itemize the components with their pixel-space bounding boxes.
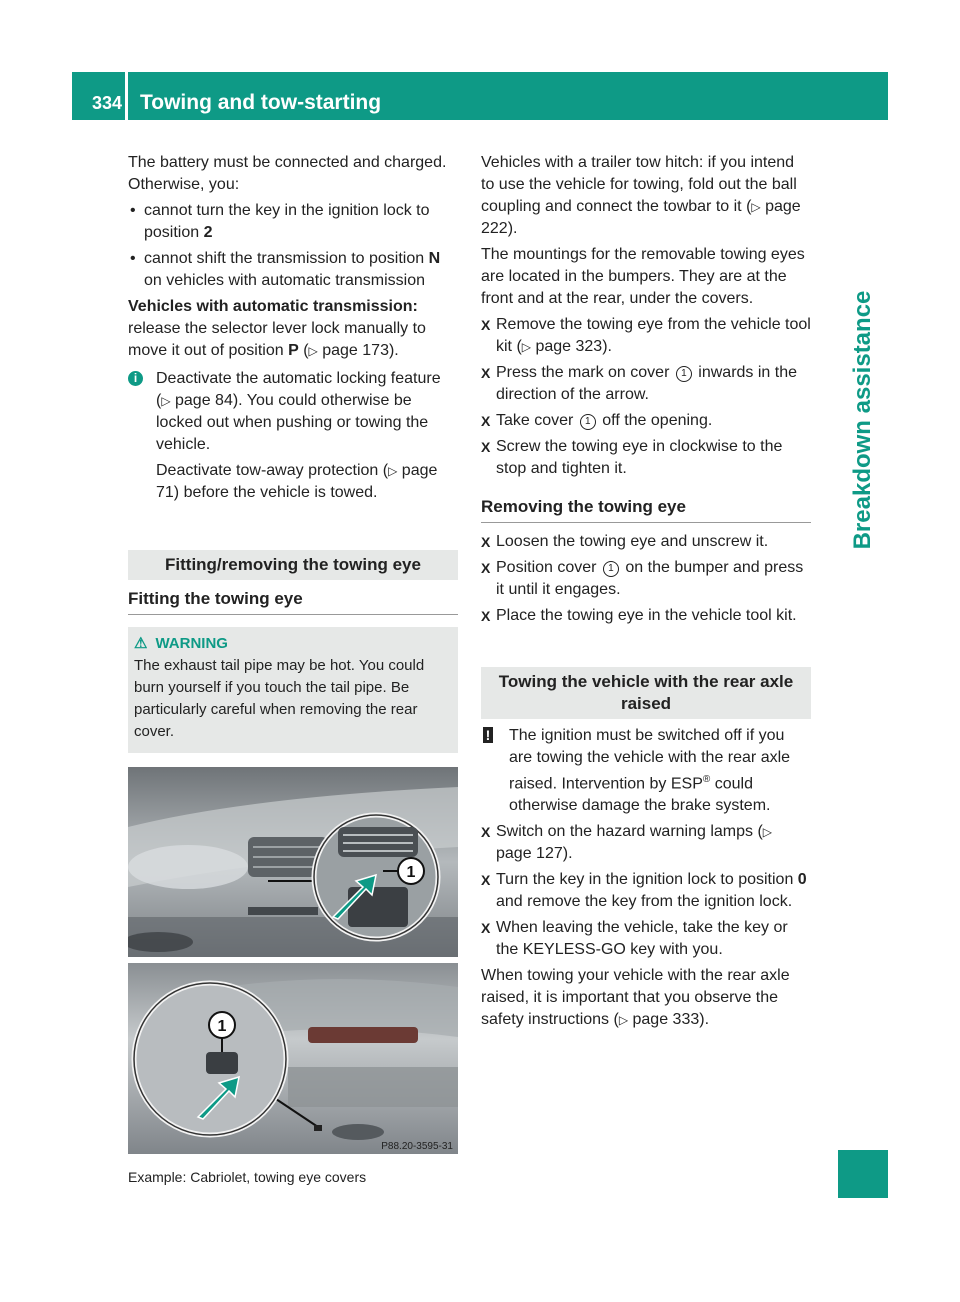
- step-text: Turn the key in the ignition lock to position: [496, 871, 798, 889]
- step-arrow-icon: X: [481, 439, 491, 455]
- list-item: [481, 557, 811, 601]
- page-ref-link[interactable]: page 173).: [317, 342, 399, 359]
- page-ref-icon: ▷: [751, 200, 761, 214]
- car-illustration: [128, 767, 458, 1154]
- side-tab-text: Breakdown assistance: [849, 290, 876, 550]
- figure-caption: Example: Cabriolet, towing eye covers: [128, 1169, 367, 1185]
- section-heading: Fitting/removing the towing eye: [128, 550, 458, 580]
- cover-ref-icon: 1: [603, 561, 619, 577]
- caution-note: [481, 725, 811, 817]
- list-item: [481, 917, 811, 961]
- exclamation-icon: !: [483, 727, 493, 743]
- page-ref-icon: ▷: [762, 825, 773, 840]
- list-item: [481, 821, 811, 865]
- page-ref-link[interactable]: page 127).: [496, 845, 573, 863]
- list-item: [481, 436, 811, 480]
- section-heading-rear: Towing the vehicle with the rear axle raised: [481, 667, 811, 719]
- step-text: Position cover: [496, 559, 601, 576]
- figure-code: P88.20-3595-31: [381, 1141, 453, 1152]
- info-note: [128, 368, 458, 504]
- step-text: Loosen the towing eye and unscrew it.: [496, 533, 769, 550]
- step-arrow-icon: X: [481, 920, 491, 937]
- registered-mark: ®: [702, 774, 711, 785]
- page-ref-link[interactable]: page 333).: [628, 1011, 710, 1029]
- towing-eye-figure: [128, 767, 458, 1154]
- warning-text: The exhaust tail pipe may be hot. You could burn yourself if you touch the tail pipe. Be particularly careful when removing the rear cover.: [134, 657, 425, 740]
- warning-box: [128, 627, 458, 753]
- step-text: Press the mark on cover: [496, 364, 674, 381]
- rear-callout-label: 1: [217, 1018, 227, 1035]
- note-text-post: could otherwise damage the brake system.: [509, 775, 771, 815]
- auto-text: release the selector lever lock manually to move it out of position: [128, 320, 426, 359]
- step-text: When leaving the vehicle, take the key or the KEYLESS-GO key with you.: [496, 919, 788, 959]
- page-ref-icon: ▷: [388, 464, 398, 478]
- step-text: Switch on the hazard warning lamps (: [496, 823, 763, 841]
- auto-transmission-block: [128, 296, 458, 362]
- bullet-text: cannot shift the transmission to position: [144, 250, 429, 267]
- page-ref-link[interactable]: page 71) before the vehicle is towed.: [156, 462, 438, 501]
- step-arrow-icon: X: [481, 560, 491, 576]
- page-title: Towing and tow-starting: [140, 91, 382, 114]
- step-arrow-icon: X: [481, 534, 491, 550]
- step-text: Take cover: [496, 412, 578, 429]
- info-text-2-wrap: [156, 460, 458, 504]
- auto-text-bold: P: [288, 342, 299, 359]
- note-text: The ignition must be switched off if you are towing the vehicle with the rear axle raised. Intervention by ESP: [509, 727, 791, 793]
- step-arrow-icon: X: [481, 608, 491, 624]
- bullet-text: cannot turn the key in the ignition lock to position: [144, 202, 430, 241]
- step-text: Remove the towing eye from the vehicle tool kit (: [496, 316, 811, 355]
- page-ref-link[interactable]: page 222).: [481, 198, 801, 237]
- header-divider: [125, 72, 128, 120]
- subheading-removing: Removing the towing eye: [481, 496, 811, 523]
- page-ref-link[interactable]: page 84). You could otherwise be locked out when pushing or towing the vehicle.: [156, 392, 429, 453]
- info-text: Deactivate the automatic locking feature (: [156, 370, 441, 409]
- closing-text: When towing your vehicle with the rear axle raised, it is important that you observe the safety instructions (: [481, 967, 790, 1029]
- page-number: 334: [91, 93, 122, 113]
- step-arrow-icon: X: [481, 824, 491, 841]
- page-ref-icon: ▷: [161, 394, 171, 408]
- step-text-post: on the bumper and press it until it engages.: [496, 559, 804, 598]
- bullet-bold: 2: [203, 224, 213, 241]
- trailer-text: Vehicles with a trailer tow hitch: if you intend to use the vehicle for towing, fold out the ball coupling and connect the towbar to it (: [481, 154, 797, 215]
- list-item: [481, 314, 811, 358]
- bullet-icon: •: [130, 202, 136, 219]
- subheading-fitting: Fitting the towing eye: [128, 588, 458, 615]
- bullet-text-post: on vehicles with automatic transmission: [144, 272, 426, 289]
- step-text-post: off the opening.: [597, 412, 713, 429]
- warning-icon: ⚠: [134, 635, 148, 652]
- cover-ref-icon: 1: [676, 366, 692, 382]
- step-arrow-icon: X: [481, 317, 491, 333]
- list-item: [481, 531, 811, 553]
- left-column: [128, 152, 458, 1188]
- bullet-icon: •: [130, 250, 136, 267]
- auto-text-post: (: [298, 342, 309, 359]
- intro-text: The battery must be connected and charged. Otherwise, you:: [128, 154, 447, 193]
- mountings-text: The mountings for the removable towing eyes are located in the bumpers. They are at the front and at the rear, under the covers.: [481, 246, 805, 307]
- list-item: [128, 248, 458, 292]
- info-text-2: Deactivate tow-away protection (: [156, 462, 389, 479]
- closing-text-block: [481, 965, 811, 1031]
- step-arrow-icon: X: [481, 365, 491, 381]
- step-arrow-icon: X: [481, 872, 491, 889]
- page-ref-icon: ▷: [618, 1013, 629, 1028]
- warning-title: WARNING: [155, 635, 228, 652]
- page-ref-icon: ▷: [521, 340, 532, 354]
- list-item: [481, 362, 811, 406]
- list-item: [481, 410, 811, 432]
- auto-heading: Vehicles with automatic transmission:: [128, 298, 418, 315]
- page-ref-link[interactable]: page 323).: [531, 338, 612, 355]
- list-item: [128, 200, 458, 244]
- cover-ref-icon: 1: [580, 414, 596, 430]
- info-icon: i: [128, 371, 143, 386]
- front-callout-label: 1: [406, 864, 416, 881]
- step-text-post: and remove the key from the ignition lock.: [496, 893, 793, 911]
- step-bold: 0: [797, 871, 807, 889]
- trailer-text-block: [481, 152, 811, 240]
- list-item: [481, 605, 811, 627]
- right-column: [481, 152, 811, 1035]
- bullet-bold: N: [428, 250, 441, 267]
- step-text: Screw the towing eye in clockwise to the stop and tighten it.: [496, 438, 783, 477]
- list-item: [481, 869, 811, 913]
- step-text-post: inwards in the direction of the arrow.: [496, 364, 798, 403]
- step-text: Place the towing eye in the vehicle tool kit.: [496, 607, 797, 624]
- page-ref-icon: ▷: [308, 344, 318, 358]
- step-arrow-icon: X: [481, 413, 491, 429]
- side-tab-label: [838, 140, 888, 700]
- side-tab-block: [838, 1150, 888, 1198]
